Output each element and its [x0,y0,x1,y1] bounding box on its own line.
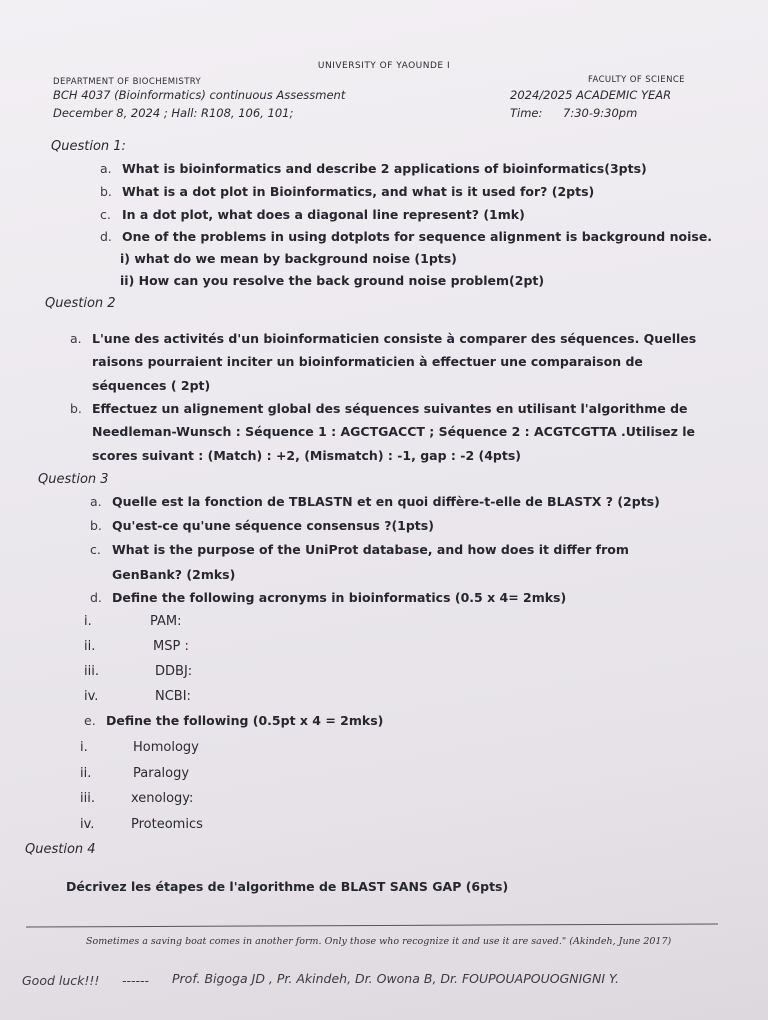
acronym-2: MSP : [153,639,189,654]
question-2a: a. L'une des activités d'un bioinformaticien consiste à comparer des séquences. Quelles [70,331,697,346]
faculty-name: FACULTY OF SCIENCE [588,75,685,85]
question-3a: a. Quelle est la fonction de TBLASTN et en quoi diffère-t-elle de BLASTX ? (2pts) [90,494,660,509]
question-1d-ii: ii) How can you resolve the back ground noise problem(2pt) [120,273,545,288]
question-2a-line2: raisons pourraient inciter un bioinformaticien à effectuer une comparaison de [92,354,643,369]
question-3e: e. Define the following (0.5pt x 4 = 2mks) [84,713,384,728]
term-1: Homology [133,740,199,755]
term-4: Proteomics [131,817,203,832]
term-2-num: ii. [80,766,92,781]
question-1d-i: i) what do we mean by background noise (1pts) [120,251,457,266]
department-name: DEPARTMENT OF BIOCHEMISTRY [53,77,202,87]
question-4-text: Décrivez les étapes de l'algorithme de BLAST SANS GAP (6pts) [66,879,509,894]
question-1a: a. What is bioinformatics and describe 2 applications of bioinformatics(3pts) [100,161,647,176]
acronym-4: NCBI: [155,689,191,704]
university-name: UNIVERSITY OF YAOUNDE I [317,61,451,71]
course-title: BCH 4037 (Bioinformatics) continuous Assessment [53,88,346,102]
footer-divider [26,923,718,927]
question-3b: b. Qu'est-ce qu'une séquence consensus ?(1pts) [90,518,434,533]
acronym-3-num: iii. [84,664,99,679]
acronym-4-num: iv. [84,689,99,704]
question-2b: b. Effectuez un alignement global des séquences suivantes en utilisant l'algorithme de [70,401,688,416]
academic-year: 2024/2025 ACADEMIC YEAR [510,88,672,102]
question-3c: c. What is the purpose of the UniProt database, and how does it differ from [90,542,629,557]
question-4-title: Question 4 [25,842,96,857]
time-label: Time: [510,106,543,120]
term-2: Paralogy [133,766,190,781]
question-3c-line2: GenBank? (2mks) [112,567,236,582]
motivational-quote: Sometimes a saving boat comes in another form. Only those who recognize it and use it are saved." (Akindeh, June 2017) [86,936,672,947]
question-3-title: Question 3 [38,472,109,487]
acronym-3: DDBJ: [155,664,193,679]
acronym-2-num: ii. [84,639,96,654]
exam-date-hall: December 8, 2024 ; Hall: R108, 106, 101; [53,106,294,120]
term-4-num: iv. [80,817,95,832]
question-1b: b. What is a dot plot in Bioinformatics, and what is it used for? (2pts) [100,184,595,199]
term-3: xenology: [131,791,194,806]
question-1d: d. One of the problems in using dotplots for sequence alignment is background noise. [100,229,713,244]
good-luck: Good luck!!! [22,973,100,988]
term-3-num: iii. [80,791,95,806]
question-2-title: Question 2 [45,296,116,311]
question-2b-line3: scores suivant : (Match) : +2, (Mismatch) : -1, gap : -2 (4pts) [92,448,521,463]
acronym-1-num: i. [84,614,92,629]
question-2a-line3: séquences ( 2pt) [92,378,211,393]
acronym-1: PAM: [150,614,182,629]
question-3d: d. Define the following acronyms in bioinformatics (0.5 x 4= 2mks) [90,590,567,605]
question-1c: c. In a dot plot, what does a diagonal line represent? (1mk) [100,207,525,222]
question-2b-line2: Needleman-Wunsch : Séquence 1 : AGCTGACCT ; Séquence 2 : ACGTCGTTA .Utilisez le [92,424,696,439]
term-1-num: i. [80,740,88,755]
question-1-title: Question 1: [51,139,126,154]
examiners: Prof. Bigoga JD , Pr. Akindeh, Dr. Owona B, Dr. FOUPOUAPOUOGNIGNI Y. [172,971,619,986]
footer-dashes: ------ [122,973,150,988]
time-value: 7:30-9:30pm [563,106,638,120]
